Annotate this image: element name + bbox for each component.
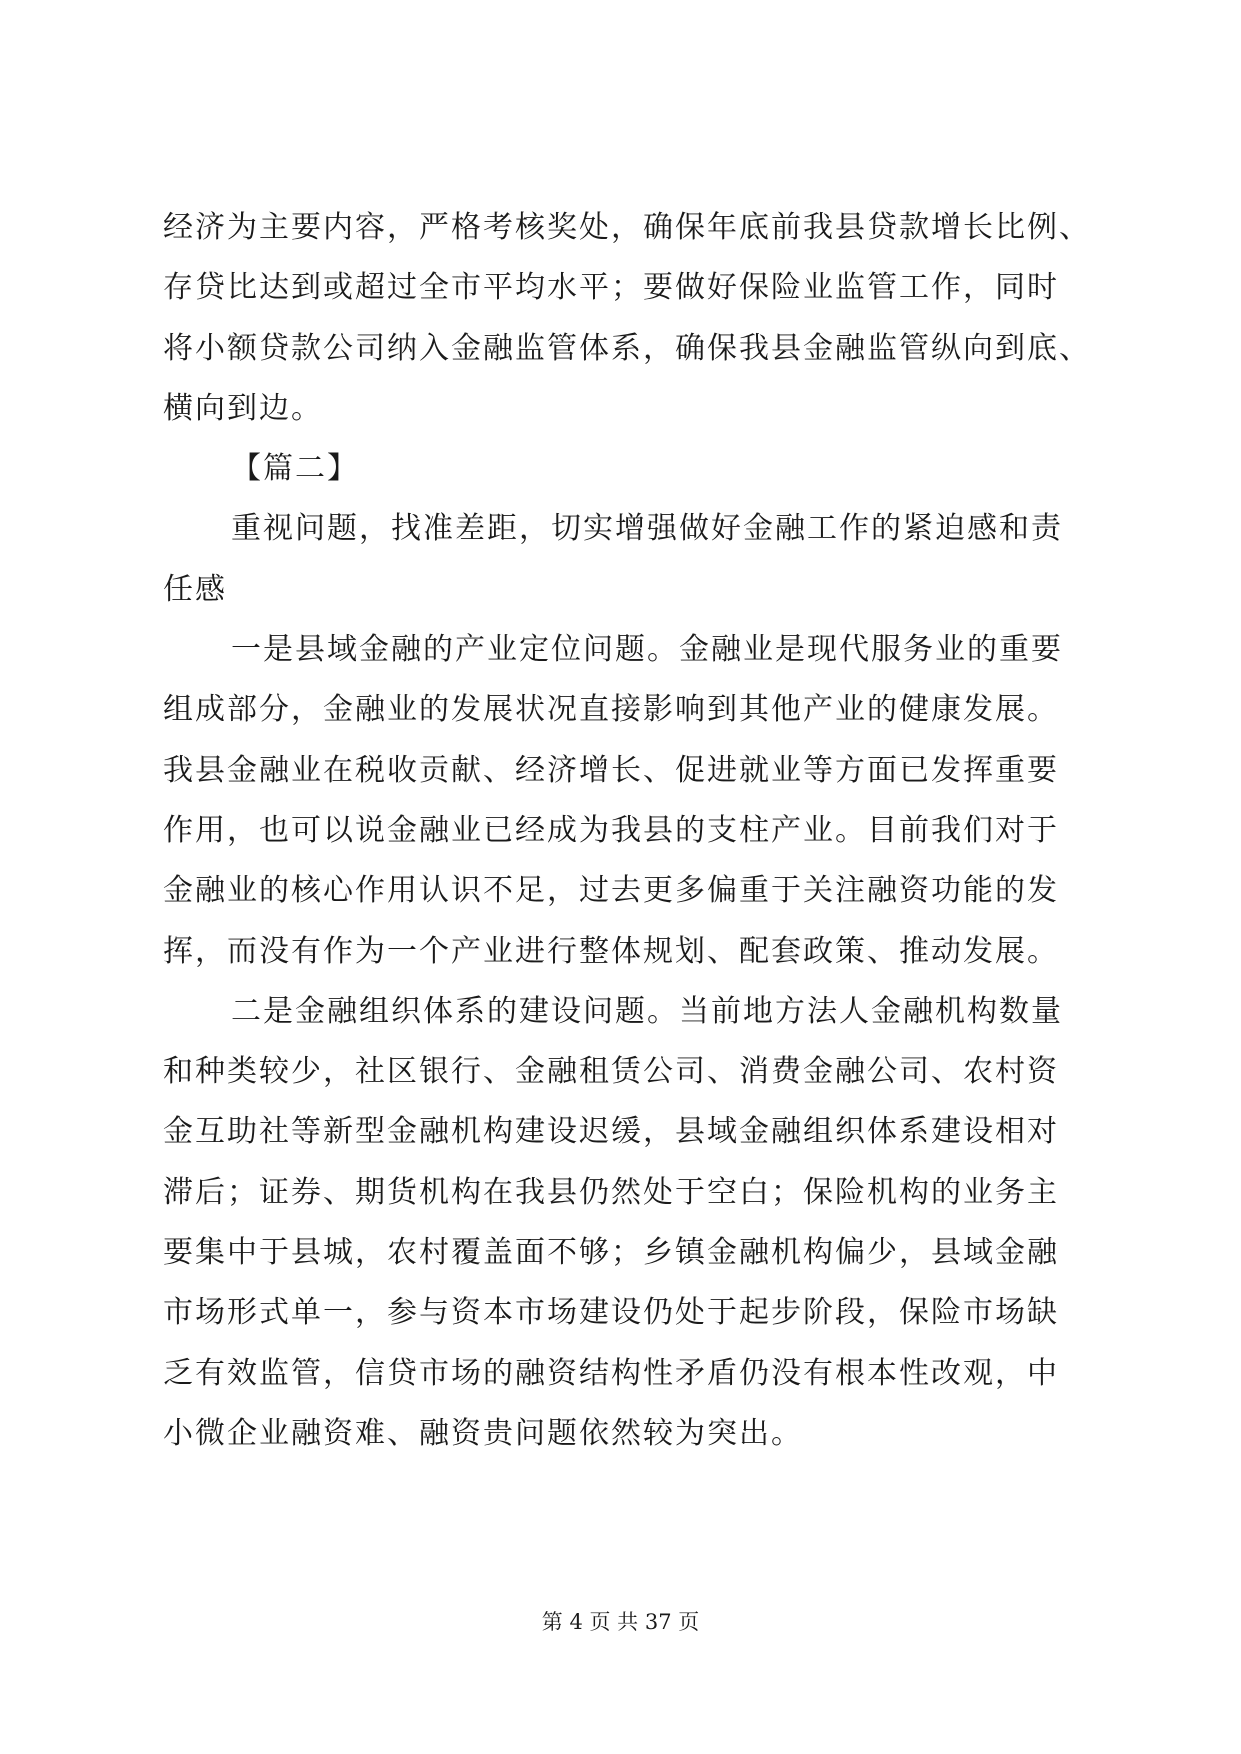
text-line: 滞后；证券、期货机构在我县仍然处于空白；保险机构的业务主	[163, 1174, 1059, 1210]
text-line: 作用，也可以说金融业已经成为我县的支柱产业。目前我们对于	[163, 812, 1059, 848]
text-line: 横向到边。	[163, 390, 323, 426]
text-line: 组成部分，金融业的发展状况直接影响到其他产业的健康发展。	[163, 692, 1059, 728]
text-line: 金融业的核心作用认识不足，过去更多偏重于关注融资功能的发	[163, 873, 1059, 909]
text-line: 小微企业融资难、融资贵问题依然较为突出。	[163, 1415, 803, 1451]
text-line: 经济为主要内容，严格考核奖处，确保年底前我县贷款增长比例、	[163, 210, 1091, 245]
text-line: 市场形式单一，参与资本市场建设仍处于起步阶段，保险市场缺	[163, 1295, 1059, 1331]
text-line: 乏有效监管，信贷市场的融资结构性矛盾仍没有根本性改观，中	[163, 1355, 1059, 1391]
text-line: 将小额贷款公司纳入金融监管体系，确保我县金融监管纵向到底、	[163, 330, 1091, 366]
text-line: 任感	[163, 571, 227, 607]
text-line: 一是县域金融的产业定位问题。金融业是现代服务业的重要	[231, 632, 1063, 668]
text-line: 我县金融业在税收贡献、经济增长、促进就业等方面已发挥重要	[163, 752, 1059, 788]
text-line: 重视问题，找准差距，切实增强做好金融工作的紧迫感和责	[231, 511, 1063, 547]
text-line: 挥，而没有作为一个产业进行整体规划、配套政策、推动发展。	[163, 933, 1059, 969]
text-line: 和种类较少，社区银行、金融租赁公司、消费金融公司、农村资	[163, 1054, 1059, 1090]
text-line: 存贷比达到或超过全市平均水平；要做好保险业监管工作，同时	[163, 270, 1059, 306]
section-heading: 【篇二】	[231, 451, 359, 487]
text-line: 金互助社等新型金融机构建设迟缓，县域金融组织体系建设相对	[163, 1114, 1059, 1150]
text-line: 二是金融组织体系的建设问题。当前地方法人金融机构数量	[231, 993, 1063, 1029]
text-line: 要集中于县城，农村覆盖面不够；乡镇金融机构偏少，县域金融	[163, 1235, 1059, 1271]
document-body	[163, 198, 1091, 1464]
page-footer: 第 4 页 共 37 页	[541, 1610, 700, 1634]
